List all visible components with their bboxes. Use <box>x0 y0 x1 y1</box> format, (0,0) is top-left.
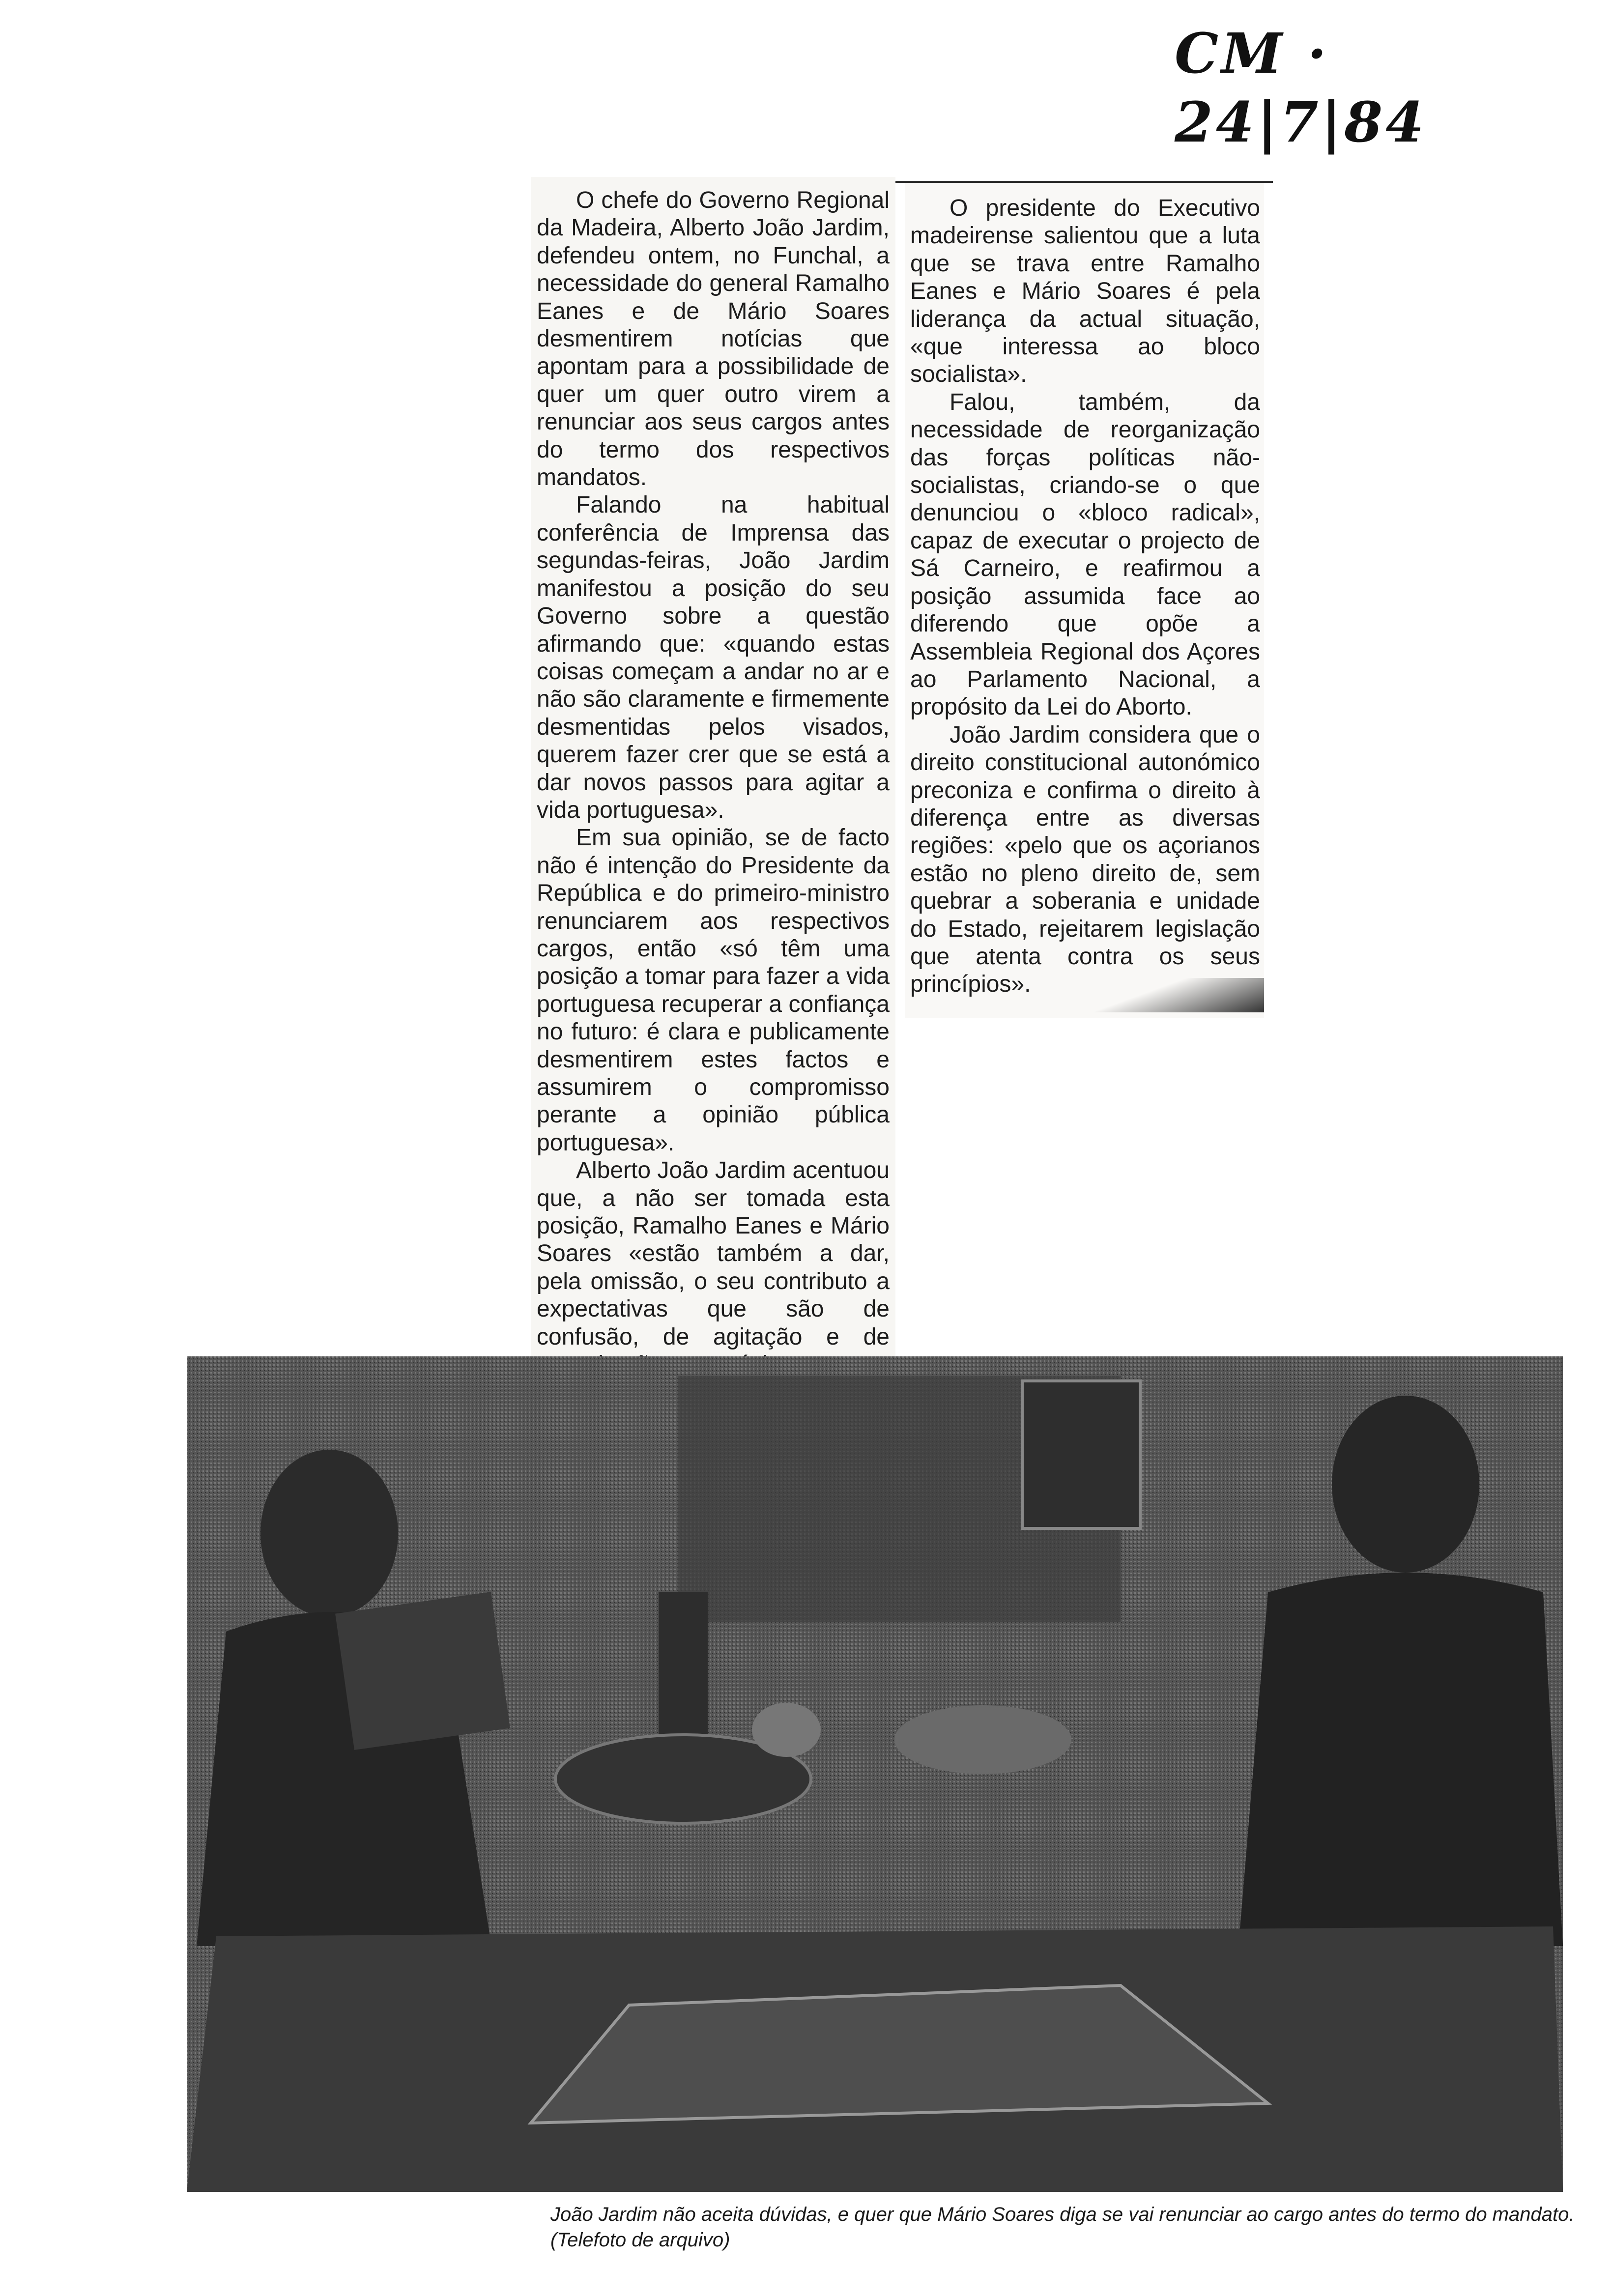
news-photo-illustration <box>187 1356 1563 2192</box>
article-right-column <box>910 195 1260 999</box>
article-paragraph: Em sua opinião, se de facto não é intenção do Presidente da República e do primeiro-ministro renunciarem aos respectivos cargos, então «só têm uma posição a tomar para fazer a vida portuguesa recuperar a confiança no futuro: é clara e publicamente desmentirem estes factos e assumirem o compromisso perante a opinião pública portuguesa». <box>537 825 890 1156</box>
news-photo <box>187 1356 1563 2192</box>
article-paragraph: João Jardim considera que o direito constitucional autonómico preconiza e confirma o direito à diferença entre as diversas regiões: «pelo que os açorianos estão no pleno direito de, sem quebrar a soberania e unidade do Estado, rejeitarem legislação que atenta contra os seus princípios». <box>910 721 1260 998</box>
article-paragraph: Alberto João Jardim acentuou que, a não ser tomada esta posição, Ramalho Eanes e Mário Soares «estão também a dar, pela omissão, o seu contributo a expectativas que são de confusão, de agitação e de <box>537 1157 890 1350</box>
article-left-column <box>537 187 890 1406</box>
photo-caption: João Jardim não aceita dúvidas, e quer que Mário Soares diga se vai renunciar ao cargo antes do termo do mandato. (Telefoto de arquivo) <box>550 2204 1575 2251</box>
handwritten-date-note: CM · 24|7|84 <box>1175 22 1427 155</box>
article-paragraph: O presidente do Executivo madeirense salientou que a luta que se trava entre Ramalho Eanes e Mário Soares é pela liderança da actual situação, «que interessa ao bloco socialista». <box>910 195 1260 388</box>
article-paragraph: Falou, também, da necessidade de reorganização das forças políticas não-socialistas, criando-se o que denunciou o «bloco radical», capaz de executar o projecto de Sá Carneiro, e reafirmou a posição assumida face ao diferendo que opõe a Assembleia Regional dos Açores ao Parlamento Nacional, a propósito da Lei do Aborto. <box>910 389 1260 720</box>
clipping-torn-edge <box>1071 978 1264 1012</box>
article-paragraph: O chefe do Governo Regional da Madeira, Alberto João Jardim, defendeu ontem, no Funchal, a necessidade do general Ramalho Eanes e de Mário Soares desmentirem notícias que apontam para a possibilidade de quer um quer outro virem a renunciar aos seus cargos antes do termo dos respectivos mandatos. <box>537 187 890 491</box>
article-paragraph: Falando na habitual conferência de Imprensa das segundas-feiras, João Jardim manifestou a posição do seu Governo sobre a questão afirmando que: «quando estas coisas começam a andar no ar e não são claramente e firmemente desmentidas pelos visados, querem fazer crer que se está a dar novos passos para agitar a vida portuguesa». <box>537 492 890 823</box>
